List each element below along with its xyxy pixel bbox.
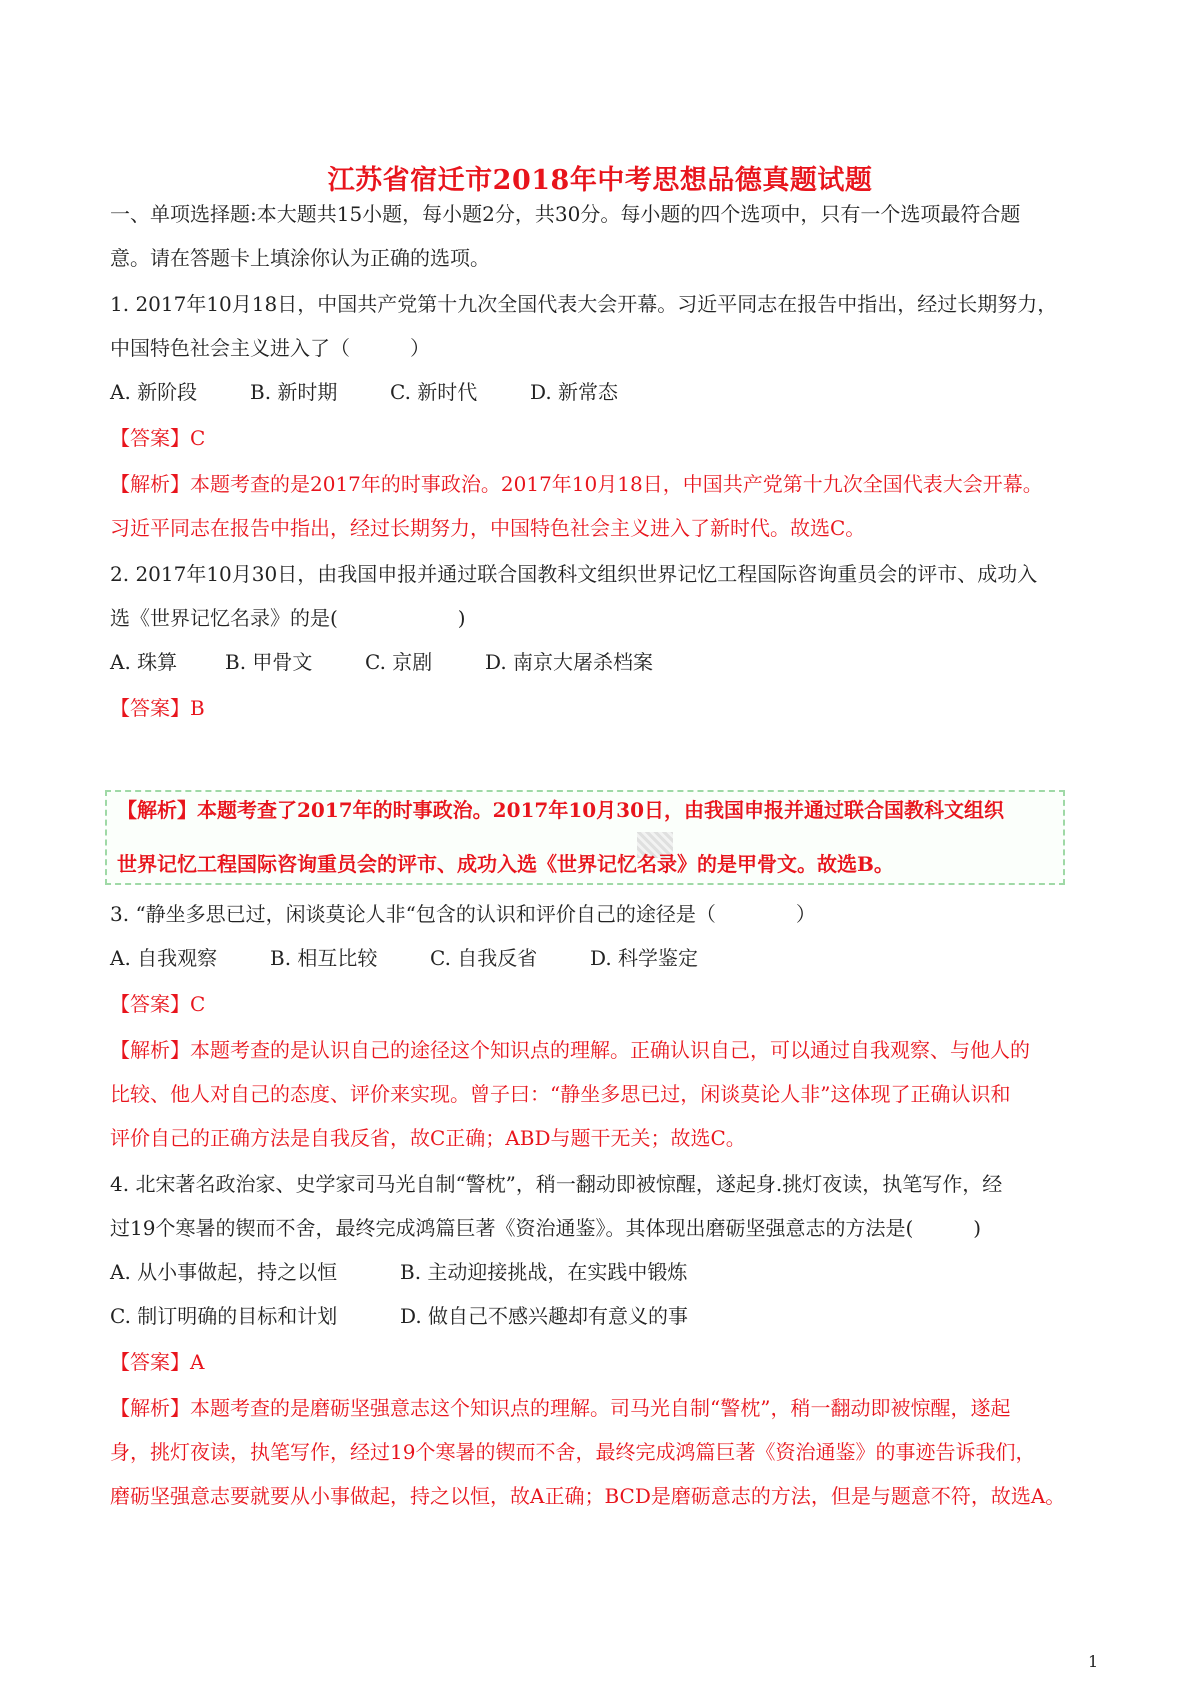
q4-analysis-line-2: 身，挑灯夜读，执笔写作，经过19个寒暑的锲而不舍，最终完成鸿篇巨著《资治通鉴》的事迹告诉我们，	[110, 1440, 1036, 1464]
q4-analysis-line-1: 【解析】本题考查的是磨砺坚强意志这个知识点的理解。司马光自制“警枕”，稍一翻动即被惊醒，遂起	[110, 1396, 1011, 1420]
q2-analysis-line-1: 【解析】本题考查了2017年的时事政治。2017年10月30日，由我国申报并通过联合国教科文组织	[117, 798, 1004, 822]
q2-analysis-line-2: 世界记忆工程国际咨询重员会的评市、成功入选《世界记忆名录》的是甲骨文。故选B。	[117, 852, 894, 876]
q1-option-c: C. 新时代	[390, 380, 478, 404]
answer-tag: 【答案】	[110, 1350, 190, 1374]
analysis-tag: 【解析】	[110, 472, 190, 496]
q2-options	[110, 648, 1110, 676]
q4-option-a: A. 从小事做起，持之以恒	[110, 1260, 338, 1284]
q3-option-d: D. 科学鉴定	[590, 946, 699, 970]
q3-options	[110, 944, 1110, 972]
q3-option-c: C. 自我反省	[430, 946, 538, 970]
q4-answer-letter: A	[190, 1350, 205, 1374]
q1-stem-line-1: 1. 2017年10月18日，中国共产党第十九次全国代表大会开幕。习近平同志在报告中指出，经过长期努力，	[110, 292, 1058, 316]
q3-answer	[110, 990, 1110, 1018]
q3-option-b: B. 相互比较	[270, 946, 378, 970]
q4-options-row-1	[110, 1258, 1110, 1286]
document-title: 江苏省宿迁市2018年中考思想品德真题试题	[327, 165, 873, 196]
q2-stem-line-2: 选《世界记忆名录》的是( )	[110, 606, 466, 630]
analysis-tag: 【解析】	[110, 1038, 190, 1062]
q3-analysis-line-2: 比较、他人对自己的态度、评价来实现。曾子曰：“静坐多思已过，闲谈莫论人非”这体现了正确认识和	[110, 1082, 1011, 1106]
q3-analysis-line-3: 评价自己的正确方法是自我反省，故C正确；ABD与题干无关；故选C。	[110, 1126, 746, 1150]
analysis-tag: 【解析】	[117, 798, 197, 822]
q4-option-b: B. 主动迎接挑战，在实践中锻炼	[400, 1260, 688, 1284]
q2-option-c: C. 京剧	[365, 650, 433, 674]
q1-answer-letter: C	[190, 426, 206, 450]
page-number: 1	[1088, 1652, 1099, 1671]
q1-analysis-line-2: 习近平同志在报告中指出，经过长期努力，中国特色社会主义进入了新时代。故选C。	[110, 516, 866, 540]
q1-option-d: D. 新常态	[530, 380, 619, 404]
analysis-tag: 【解析】	[110, 1396, 190, 1420]
q1-options	[110, 378, 1110, 406]
answer-tag: 【答案】	[110, 426, 190, 450]
q3-answer-letter: C	[190, 992, 206, 1016]
q3-analysis-line-1: 【解析】本题考查的是认识自己的途径这个知识点的理解。正确认识自己，可以通过自我观察、与他人的	[110, 1038, 1030, 1062]
q2-stem-line-1: 2. 2017年10月30日，由我国申报并通过联合国教科文组织世界记忆工程国际咨询重员会的评市、成功入	[110, 562, 1038, 586]
q2-option-d: D. 南京大屠杀档案	[485, 650, 654, 674]
q2-analysis-box	[105, 790, 1065, 885]
q3-stem-line-1: 3. “静坐多思已过，闲谈莫论人非“包含的认识和评价自己的途径是（ ）	[110, 902, 816, 926]
answer-tag: 【答案】	[110, 992, 190, 1016]
q2-answer	[110, 694, 1110, 722]
q2-answer-letter: B	[190, 696, 205, 720]
q1-option-b: B. 新时期	[250, 380, 338, 404]
section-intro-line-2: 意。请在答题卡上填涂你认为正确的选项。	[110, 246, 490, 270]
q4-answer	[110, 1348, 1110, 1376]
q2-option-a: A. 珠算	[110, 650, 178, 674]
q1-answer	[110, 424, 1110, 452]
q4-option-d: D. 做自己不感兴趣却有意义的事	[400, 1304, 689, 1328]
q4-analysis-line-3: 磨砺坚强意志要就要从小事做起，持之以恒，故A正确；BCD是磨砺意志的方法，但是与题意不符，故选A。	[110, 1484, 1066, 1508]
answer-tag: 【答案】	[110, 696, 190, 720]
q4-stem-line-2: 过19个寒暑的锲而不舍，最终完成鸿篇巨著《资治通鉴》。其体现出磨砺坚强意志的方法是( )	[110, 1216, 982, 1240]
q1-analysis-line-1: 【解析】本题考查的是2017年的时事政治。2017年10月18日，中国共产党第十九次全国代表大会开幕。	[110, 472, 1043, 496]
q4-options-row-2	[110, 1302, 1110, 1330]
q1-option-a: A. 新阶段	[110, 380, 198, 404]
q2-option-b: B. 甲骨文	[225, 650, 313, 674]
section-intro-line-1: 一、单项选择题:本大题共15小题，每小题2分，共30分。每小题的四个选项中，只有一个选项最符合题	[110, 202, 1021, 226]
q3-option-a: A. 自我观察	[110, 946, 218, 970]
q1-stem-line-2: 中国特色社会主义进入了（ ）	[110, 336, 430, 360]
q4-stem-line-1: 4. 北宋著名政治家、史学家司马光自制“警枕”，稍一翻动即被惊醒，遂起身.挑灯夜读，执笔写作，经	[110, 1172, 1003, 1196]
q4-option-c: C. 制订明确的目标和计划	[110, 1304, 338, 1328]
